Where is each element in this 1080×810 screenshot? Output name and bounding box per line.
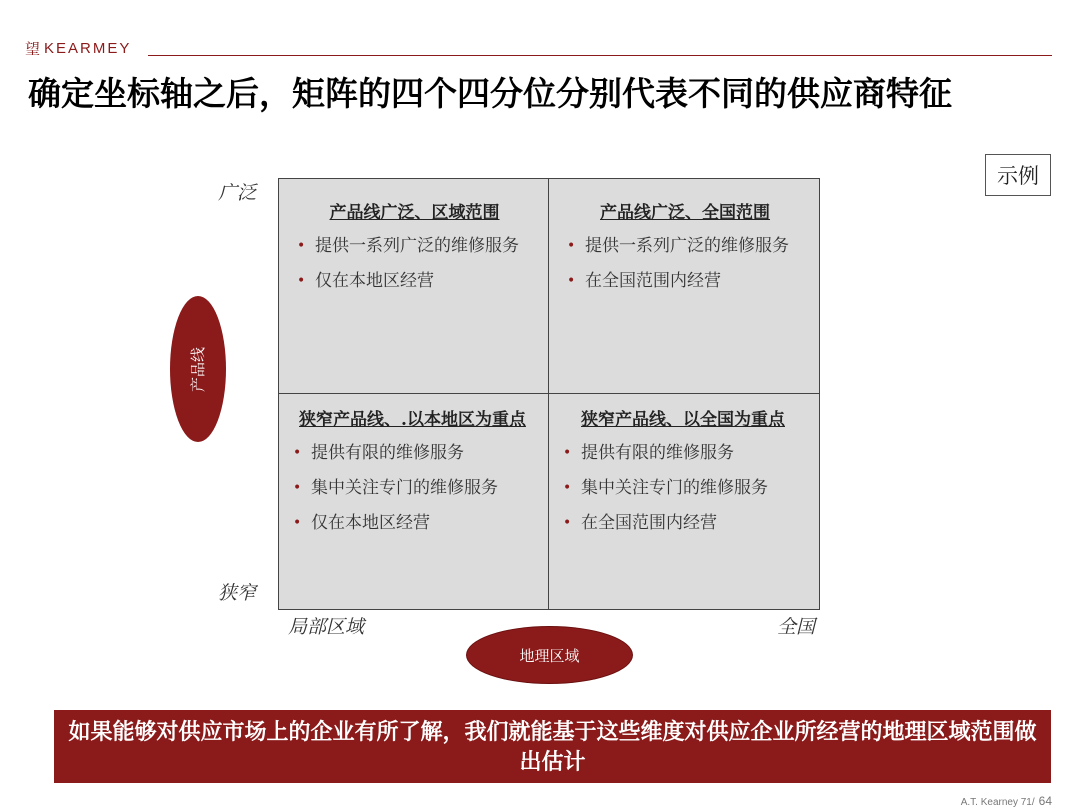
quadrant-matrix (278, 178, 820, 610)
kearney-logo (25, 38, 131, 58)
quadrant-title: 产品线广泛、区域范围 (329, 203, 500, 223)
quadrant-bottom-right (549, 394, 819, 609)
list-item: • 集中关注专门的维修服务 (563, 477, 803, 499)
x-axis-high-label: 全国 (777, 616, 816, 638)
x-axis-title-oval (467, 627, 632, 683)
quadrant-bottom-left (279, 394, 549, 609)
list-item: • 提供有限的维修服务 (293, 442, 532, 464)
y-axis-title: 产品线 (189, 346, 208, 392)
x-axis-low-label: 局部区域 (288, 616, 365, 638)
y-axis-low-label: 狭窄 (218, 582, 257, 604)
y-axis-title-oval (170, 296, 226, 442)
list-item: • 仅在本地区经营 (297, 270, 532, 292)
footer-source: A.T. Kearney 71/ (960, 797, 1035, 808)
logo-mark: 望 (25, 39, 43, 58)
x-axis-title: 地理区域 (519, 646, 580, 665)
y-axis-high-label: 广泛 (218, 182, 257, 204)
quadrant-title: 狭窄产品线、以全国为重点 (581, 410, 785, 430)
list-item: • 提供一系列广泛的维修服务 (297, 235, 532, 257)
quadrant-title: 产品线广泛、全国范围 (600, 203, 770, 223)
list-item: • 在全国范围内经营 (567, 270, 803, 292)
quadrant-list (297, 235, 532, 292)
header-divider (148, 55, 1052, 56)
list-item: • 提供有限的维修服务 (563, 442, 803, 464)
list-item: • 提供一系列广泛的维修服务 (567, 235, 803, 257)
quadrant-list (293, 442, 532, 534)
slide-title: 确定坐标轴之后，矩阵的四个四分位分别代表不同的供应商特征 (28, 74, 952, 113)
quadrant-list (567, 235, 803, 292)
list-item: • 在全国范围内经营 (563, 512, 803, 534)
quadrant-title: 狭窄产品线、.以本地区为重点 (299, 410, 526, 430)
page-number: 64 (1038, 794, 1052, 808)
conclusion-banner: 如果能够对供应市场上的企业有所了解，我们就能基于这些维度对供应企业所经营的地理区域范围做出估计 (54, 710, 1051, 783)
logo-text: KEARMEY (44, 39, 132, 57)
quadrant-list (563, 442, 803, 534)
example-badge: 示例 (985, 154, 1051, 196)
list-item: • 仅在本地区经营 (293, 512, 532, 534)
quadrant-top-right (549, 179, 819, 394)
quadrant-top-left (279, 179, 549, 394)
list-item: • 集中关注专门的维修服务 (293, 477, 532, 499)
footer (961, 794, 1052, 808)
